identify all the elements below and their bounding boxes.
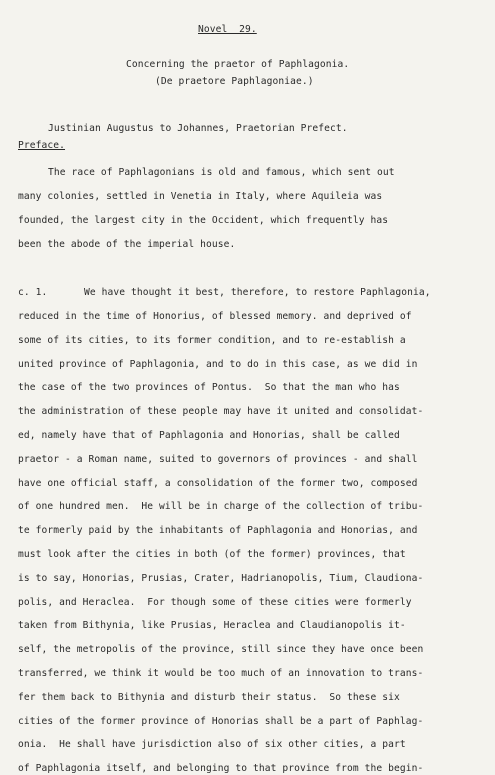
section-body-line: fer them back to Bithynia and disturb their status. So these six <box>18 691 400 703</box>
section-body-line: the administration of these people may have it united and consolidat- <box>18 406 424 418</box>
document-subtitle: Concerning the praetor of Paphlagonia. <box>126 59 350 70</box>
section-body-line: reduced in the time of Honorius, of blessed memory. and deprived of <box>18 311 412 322</box>
section-body-line: polis, and Heraclea. For though some of these cities were formerly <box>18 596 412 608</box>
preface-line: many colonies, settled in Venetia in Italy, where Aquileia was <box>18 191 383 202</box>
preface-line: The race of Paphlagonians is old and famous, which sent out <box>48 167 395 178</box>
section-body-line: is to say, Honorias, Prusias, Crater, Hadrianopolis, Tium, Claudiona- <box>18 572 424 584</box>
section-body-line: praetor - a Roman name, suited to governors of provinces - and shall <box>18 453 418 465</box>
section-first-line: We have thought it best, therefore, to restore Paphlagonia, <box>84 287 431 298</box>
section-body-line: of one hundred men. He will be in charge of the collection of tribu- <box>18 501 424 513</box>
section-body-line: must look after the cities in both (of the former) provinces, that <box>18 549 406 560</box>
section-body-line: taken from Bithynia, like Prusias, Heraclea and Claudianopolis it- <box>18 620 406 632</box>
section-body-line: transferred, we think it would be too much of an innovation to trans- <box>18 668 424 679</box>
section-body-line: of Paphlagonia itself, and belonging to that province from the begin- <box>18 763 424 775</box>
section-label: c. 1. <box>18 287 48 298</box>
section-body-line: united province of Paphlagonia, and to do in this case, as we did in <box>18 358 418 370</box>
preface-heading: Preface. <box>18 140 66 151</box>
section-body-line: some of its cities, to its former condition, and to re-establish a <box>18 334 406 346</box>
preface-line: been the abode of the imperial house. <box>18 239 236 250</box>
section-body-line: onia. He shall have jurisdiction also of six other cities, a part <box>18 739 406 751</box>
section-body-line: the case of the two provinces of Pontus. So that the man who has <box>18 382 400 394</box>
preface-line: founded, the largest city in the Occident, which frequently has <box>18 215 389 226</box>
section-body-line: ed, namely have that of Paphlagonia and Honorias, shall be called <box>18 430 400 441</box>
document-heading: Novel 29. <box>198 24 257 35</box>
section-body-line: self, the metropolis of the province, still since they have once been <box>18 644 424 656</box>
section-body-line: cities of the former province of Honorias shall be a part of Paphlag- <box>18 715 424 727</box>
section-body-line: have one official staff, a consolidation of the former two, composed <box>18 477 418 489</box>
address-line: Justinian Augustus to Johannes, Praetorian Prefect. <box>48 123 348 134</box>
section-body-line: te formerly paid by the inhabitants of Paphlagonia and Honorias, and <box>18 525 418 537</box>
document-subtitle-latin: (De praetore Paphlagoniae.) <box>155 76 314 87</box>
